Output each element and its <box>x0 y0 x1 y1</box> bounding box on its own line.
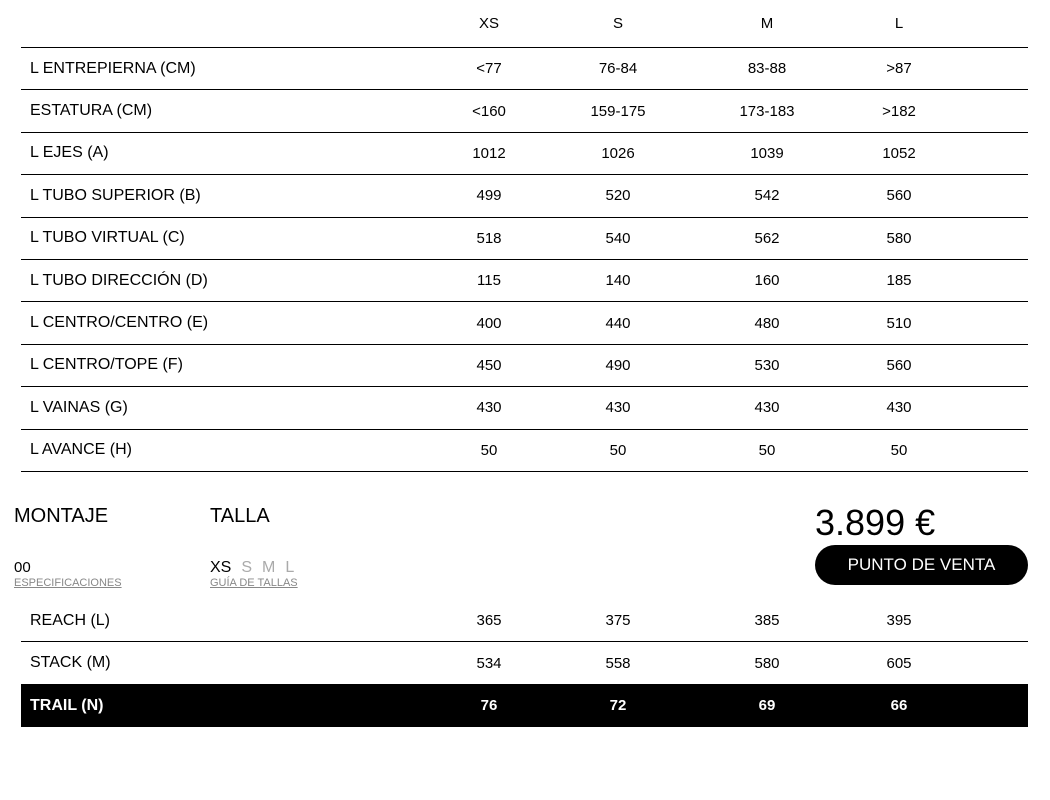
geometry-value: 580 <box>754 654 780 672</box>
size-option-l[interactable]: L <box>285 559 295 576</box>
geometry-value: 83-88 <box>747 60 787 78</box>
montaje-title: MONTAJE <box>14 505 109 527</box>
size-selector <box>210 559 294 577</box>
geometry-row <box>21 133 1028 175</box>
geometry-value: 520 <box>605 187 631 205</box>
geometry-row-label: L TUBO SUPERIOR (B) <box>30 186 201 204</box>
geometry-row-label: L TUBO VIRTUAL (C) <box>30 229 185 247</box>
geometry-value: 375 <box>605 612 631 630</box>
geometry-value: 499 <box>476 187 502 205</box>
size-option-xs[interactable]: XS <box>210 559 232 576</box>
size-option-m[interactable]: M <box>262 559 276 576</box>
geometry-value: 400 <box>476 314 502 332</box>
geometry-value: 50 <box>890 441 908 459</box>
specs-link[interactable]: ESPECIFICACIONES <box>14 577 122 589</box>
geometry-value: 365 <box>476 612 502 630</box>
geometry-row <box>21 260 1028 302</box>
geometry-row-label: STACK (M) <box>30 654 111 672</box>
purchase-bar <box>0 492 1050 600</box>
geometry-value: 430 <box>886 399 912 417</box>
geometry-value: 530 <box>754 356 780 374</box>
geometry-value: 140 <box>605 272 631 290</box>
geometry-value: 160 <box>754 272 780 290</box>
geometry-value: 490 <box>605 356 631 374</box>
geometry-value: 115 <box>477 272 501 290</box>
size-header-row <box>21 0 1028 48</box>
size-option-s[interactable]: S <box>241 559 253 576</box>
geometry-row-label: L VAINAS (G) <box>30 398 128 416</box>
geometry-row <box>21 685 1028 727</box>
geometry-value: <77 <box>476 60 502 78</box>
geometry-row-label: REACH (L) <box>30 611 111 629</box>
geometry-value: 440 <box>605 314 631 332</box>
geometry-value: 173-183 <box>739 102 795 120</box>
geometry-row-label: L CENTRO/CENTRO (E) <box>30 314 209 332</box>
geometry-value: 560 <box>886 356 912 374</box>
geometry-value: 430 <box>754 399 780 417</box>
geometry-value: 66 <box>890 697 908 715</box>
geometry-value: 562 <box>754 229 780 247</box>
geometry-value: 534 <box>476 654 502 672</box>
point-of-sale-button[interactable]: PUNTO DE VENTA <box>815 545 1028 585</box>
size-header: XS <box>478 15 499 32</box>
geometry-value: 510 <box>886 314 912 332</box>
size-guide-link[interactable]: GUÍA DE TALLAS <box>210 577 298 589</box>
geometry-value: 430 <box>476 399 502 417</box>
geometry-value: 518 <box>476 229 502 247</box>
size-header: S <box>612 15 623 32</box>
geometry-row <box>21 175 1028 217</box>
geometry-value: 72 <box>609 697 627 715</box>
geometry-row-label: TRAIL (N) <box>30 696 104 714</box>
geometry-value: 50 <box>758 441 776 459</box>
geometry-row <box>21 387 1028 429</box>
geometry-row-label: L TUBO DIRECCIÓN (D) <box>30 271 208 289</box>
geometry-value: 480 <box>754 314 780 332</box>
geometry-value: 69 <box>758 697 776 715</box>
geometry-value: 580 <box>886 229 912 247</box>
geometry-value: 605 <box>886 654 912 672</box>
geometry-row-label: L EJES (A) <box>30 144 109 162</box>
geometry-value: <160 <box>472 102 506 120</box>
geometry-value: 542 <box>754 187 780 205</box>
geometry-row <box>21 345 1028 387</box>
geometry-row-label: L AVANCE (H) <box>30 441 132 459</box>
geometry-value: >182 <box>882 102 916 120</box>
geometry-row <box>21 430 1028 472</box>
geometry-row <box>21 90 1028 132</box>
geometry-value: 50 <box>480 441 498 459</box>
size-header: M <box>760 15 774 32</box>
geometry-value: 50 <box>609 441 627 459</box>
geometry-value: 385 <box>754 612 780 630</box>
geometry-value: >87 <box>886 60 912 78</box>
geometry-value: 558 <box>605 654 631 672</box>
montaje-value: 00 <box>14 559 31 576</box>
geometry-row-label: L CENTRO/TOPE (F) <box>30 356 183 374</box>
talla-title: TALLA <box>210 505 270 527</box>
geometry-row <box>21 218 1028 260</box>
geometry-value: 1052 <box>882 144 916 162</box>
geometry-row-label: ESTATURA (CM) <box>30 102 153 120</box>
geometry-row <box>21 48 1028 90</box>
geometry-value: 540 <box>605 229 631 247</box>
geometry-value: 430 <box>605 399 631 417</box>
geometry-value: 1039 <box>750 144 784 162</box>
geometry-value: 1012 <box>472 144 506 162</box>
size-header: L <box>894 15 904 32</box>
geometry-value: 76-84 <box>598 60 638 78</box>
geometry-value: 159-175 <box>590 102 646 120</box>
geometry-value: 560 <box>886 187 912 205</box>
geometry-row-label: L ENTREPIERNA (CM) <box>30 59 196 77</box>
geometry-table-bottom <box>21 600 1028 727</box>
geometry-table <box>21 0 1028 472</box>
geometry-row <box>21 302 1028 344</box>
price: 3.899 € <box>815 502 936 543</box>
geometry-row <box>21 642 1028 684</box>
geometry-row <box>21 600 1028 642</box>
geometry-value: 395 <box>886 612 912 630</box>
geometry-value: 185 <box>886 272 912 290</box>
geometry-value: 1026 <box>601 144 635 162</box>
geometry-value: 450 <box>476 356 502 374</box>
geometry-value: 76 <box>480 697 498 715</box>
